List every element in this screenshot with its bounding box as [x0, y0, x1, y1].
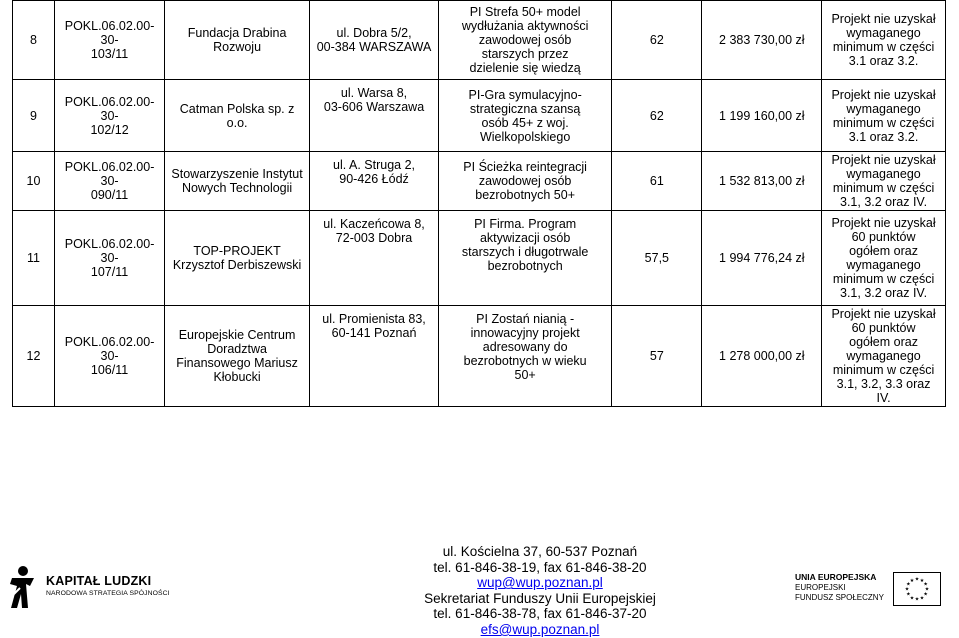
application-number: POKL.06.02.00-30- 090/11	[54, 152, 164, 211]
row-number: 8	[13, 1, 55, 80]
eu-star-icon: ★	[919, 595, 925, 602]
project-title: PI Ścieżka reintegracji zawodowej osób bezrobotnych 50+	[439, 152, 612, 211]
email-link-wup[interactable]: wup@wup.poznan.pl	[477, 575, 603, 591]
remarks: Projekt nie uzyskał wymaganego minimum w części 3.1 oraz 3.2.	[822, 1, 946, 80]
project-title: PI Strefa 50+ model wydłużania aktywności zawodowej osób starszych przez dzielenie się wiedzą	[439, 1, 612, 80]
points: 57	[612, 306, 702, 407]
amount: 1 199 160,00 zł	[702, 80, 822, 152]
table-row	[13, 211, 946, 306]
remarks: Projekt nie uzyskał wymaganego minimum w części 3.1, 3.2 oraz IV.	[822, 152, 946, 211]
table-row	[13, 306, 946, 407]
project-title: PI Zostań nianią - innowacyjny projekt adresowany do bezrobotnych w wieku 50+	[439, 306, 612, 407]
human-figure-icon	[8, 564, 38, 610]
eu-star-icon: ★	[923, 591, 928, 598]
eu-star-icon: ★	[923, 581, 928, 588]
amount: 1 532 813,00 zł	[702, 152, 822, 211]
row-number: 9	[13, 80, 55, 152]
application-number: POKL.06.02.00-30- 103/11	[54, 1, 164, 80]
row-number: 11	[13, 211, 55, 306]
beneficiary-address: ul. Dobra 5/2, 00-384 WARSZAWA	[309, 1, 438, 80]
eu-star-icon: ★	[914, 596, 920, 603]
kapital-ludzki-logo	[8, 564, 173, 620]
eu-star-icon: ★	[919, 577, 925, 584]
kapital-ludzki-title: KAPITAŁ LUDZKI	[46, 574, 152, 588]
row-number: 12	[13, 306, 55, 407]
remarks: Projekt nie uzyskał 60 punktów ogółem oraz wymaganego minimum w części 3.1, 3.2 oraz IV.	[822, 211, 946, 306]
eu-star-icon: ★	[906, 581, 911, 588]
eu-flag-icon	[893, 572, 941, 606]
table-row	[13, 152, 946, 211]
amount: 2 383 730,00 zł	[702, 1, 822, 80]
eu-logo	[795, 572, 945, 622]
amount: 1 994 776,24 zł	[702, 211, 822, 306]
amount: 1 278 000,00 zł	[702, 306, 822, 407]
department-line: Sekretariat Funduszy Unii Europejskiej	[424, 590, 656, 606]
application-number: POKL.06.02.00-30- 102/12	[54, 80, 164, 152]
kapital-ludzki-subtitle: NARODOWA STRATEGIA SPÓJNOŚCI	[46, 590, 170, 597]
eu-star-icon: ★	[906, 591, 911, 598]
beneficiary-address: ul. Promienista 83, 60-141 Poznań	[309, 306, 438, 407]
beneficiary-address: ul. Kaczeńcowa 8, 72-003 Dobra	[309, 211, 438, 306]
eu-star-icon: ★	[914, 576, 920, 583]
remarks: Projekt nie uzyskał 60 punktów ogółem oraz wymaganego minimum w części 3.1, 3.2, 3.3 oraz IV.	[822, 306, 946, 407]
points: 62	[612, 1, 702, 80]
table-row	[13, 1, 946, 80]
beneficiary-name: Catman Polska sp. z o.o.	[165, 80, 310, 152]
points: 62	[612, 80, 702, 152]
points: 57,5	[612, 211, 702, 306]
page-footer	[0, 544, 959, 635]
points: 61	[612, 152, 702, 211]
department-phone-line: tel. 61-846-38-78, fax 61-846-37-20	[433, 606, 647, 622]
eu-star-icon: ★	[909, 595, 915, 602]
eu-star-icon: ★	[904, 586, 910, 593]
beneficiary-name: TOP-PROJEKT Krzysztof Derbiszewski	[165, 211, 310, 306]
beneficiary-address: ul. Warsa 8, 03-606 Warszawa	[309, 80, 438, 152]
eu-fund-line2: FUNDUSZ SPOŁECZNY	[795, 593, 884, 602]
beneficiary-name: Europejskie Centrum Doradztwa Finansowego Mariusz Kłobucki	[165, 306, 310, 407]
beneficiary-address: ul. A. Struga 2, 90-426 Łódź	[309, 152, 438, 211]
application-number: POKL.06.02.00-30- 106/11	[54, 306, 164, 407]
eu-star-icon: ★	[924, 586, 930, 593]
eu-star-icon: ★	[909, 577, 915, 584]
email-link-efs[interactable]: efs@wup.poznan.pl	[480, 621, 600, 637]
eu-fund-line1: EUROPEJSKI	[795, 583, 846, 592]
contact-address	[370, 544, 710, 638]
projects-table	[12, 0, 946, 407]
address-line: ul. Kościelna 37, 60-537 Poznań	[442, 544, 638, 559]
project-title: PI-Gra symulacyjno- strategiczna szansą osób 45+ z woj. Wielkopolskiego	[439, 80, 612, 152]
eu-title: UNIA EUROPEJSKA	[795, 572, 877, 582]
remarks: Projekt nie uzyskał wymaganego minimum w części 3.1 oraz 3.2.	[822, 80, 946, 152]
project-title: PI Firma. Program aktywizacji osób starszych i długotrwale bezrobotnych	[439, 211, 612, 306]
beneficiary-name: Fundacja Drabina Rozwoju	[165, 1, 310, 80]
table-row	[13, 80, 946, 152]
eu-logo-text	[795, 572, 885, 603]
beneficiary-name: Stowarzyszenie Instytut Nowych Technologii	[165, 152, 310, 211]
row-number: 10	[13, 152, 55, 211]
phone-line: tel. 61-846-38-19, fax 61-846-38-20	[433, 559, 647, 575]
application-number: POKL.06.02.00-30- 107/11	[54, 211, 164, 306]
